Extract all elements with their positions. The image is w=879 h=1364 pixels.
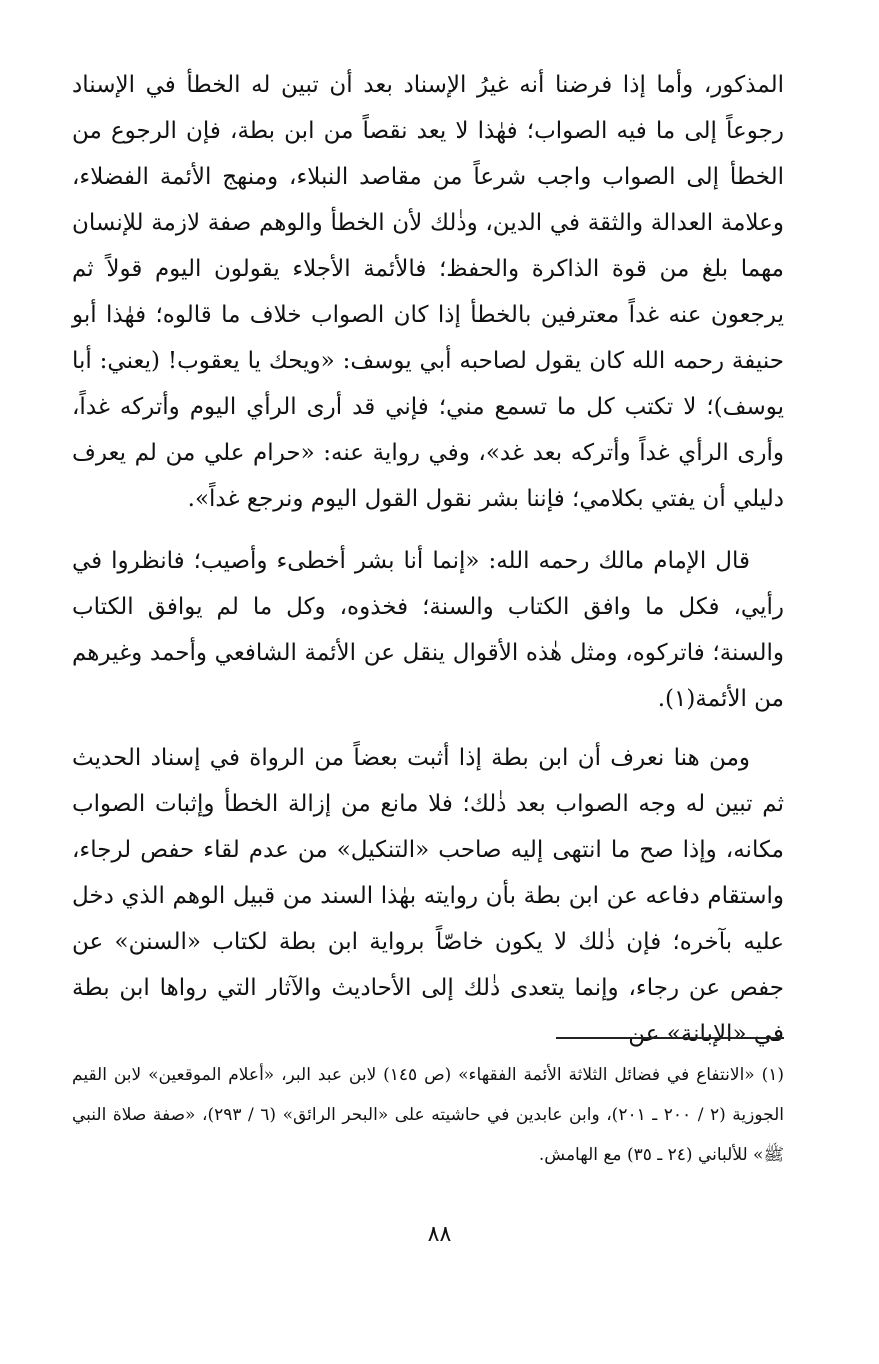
paragraph-3: ومن هنا نعرف أن ابن بطة إذا أثبت بعضاً من الرواة في إسناد الحديث ثم تبين له وجه الصواب بعد ذٰلك؛ فلا مانع من إزالة الخطأ وإثبات الصواب مكانه، وإذا صح ما انتهى إليه صاحب «التنكيل» من عدم لقاء حفص لرجاء، واستقام دفاعه عن ابن بطة بأن روايته بهٰذا السند من قبيل الوهم الذي دخل عليه بآخره؛ فإن ذٰلك لا يكون خاصّاً برواية ابن بطة لكتاب «السنن» عن جفص عن رجاء، وإنما يتعدى ذٰلك إلى الأحاديث والآثار التي رواها ابن بطة في «الإبانة» عن: [72, 745, 784, 1047]
footnote: (١) «الانتفاع في فضائل الثلاثة الأئمة الفقهاء» (ص ١٤٥) لابن عبد البر، «أعلام الموقعين» لابن القيم الجوزية (٢ / ٢٠٠ ـ ٢٠١)، وابن عابدين في حاشيته على «البحر الرائق» (٦ / ٢٩٣)، «صفة صلاة النبي ﷺ» للألباني (٢٤ ـ ٣٥) مع الهامش.: [72, 1065, 784, 1165]
paragraph-2: قال الإمام مالك رحمه الله: «إنما أنا بشر أخطىء وأصيب؛ فانظروا في رأيي، فكل ما وافق الكتاب والسنة؛ فخذوه، وكل ما لم يوافق الكتاب والسنة؛ فاتركوه، ومثل هٰذه الأقوال ينقل عن الأئمة الشافعي وأحمد وغيرهم من الأئمة(١).: [72, 548, 784, 712]
paragraph-1: المذكور، وأما إذا فرضنا أنه غيرُ الإسناد بعد أن تبين له الخطأ في الإسناد رجوعاً إلى ما فيه الصواب؛ فهٰذا لا يعد نقصاً من ابن بطة، فإن الرجوع من الخطأ إلى الصواب واجب شرعاً من مقاصد النبلاء، ومنهج الأئمة الفضلاء، وعلامة العدالة والثقة في الدين، وذٰلك لأن الخطأ والوهم صفة لازمة للإنسان مهما بلغ من قوة الذاكرة والحفظ؛ فالأئمة الأجلاء يقولون اليوم قولاً ثم يرجعون عنه غداً معترفين بالخطأ إذا كان الصواب خلاف ما قالوه؛ فهٰذا أبو حنيفة رحمه الله كان يقول لصاحبه أبي يوسف: «ويحك يا يعقوب! (يعني: أبا يوسف)؛ لا تكتب كل ما تسمع مني؛ فإني قد أرى الرأي اليوم وأتركه غداً، وأرى الرأي غداً وأتركه بعد غد»، وفي رواية عنه: «حرام علي من لم يعرف دليلي أن يفتي بكلامي؛ فإننا بشر نقول القول اليوم ونرجع غداً».: [72, 72, 784, 512]
footnote-divider: [556, 1037, 784, 1039]
page-number: ٨٨: [427, 1222, 452, 1247]
